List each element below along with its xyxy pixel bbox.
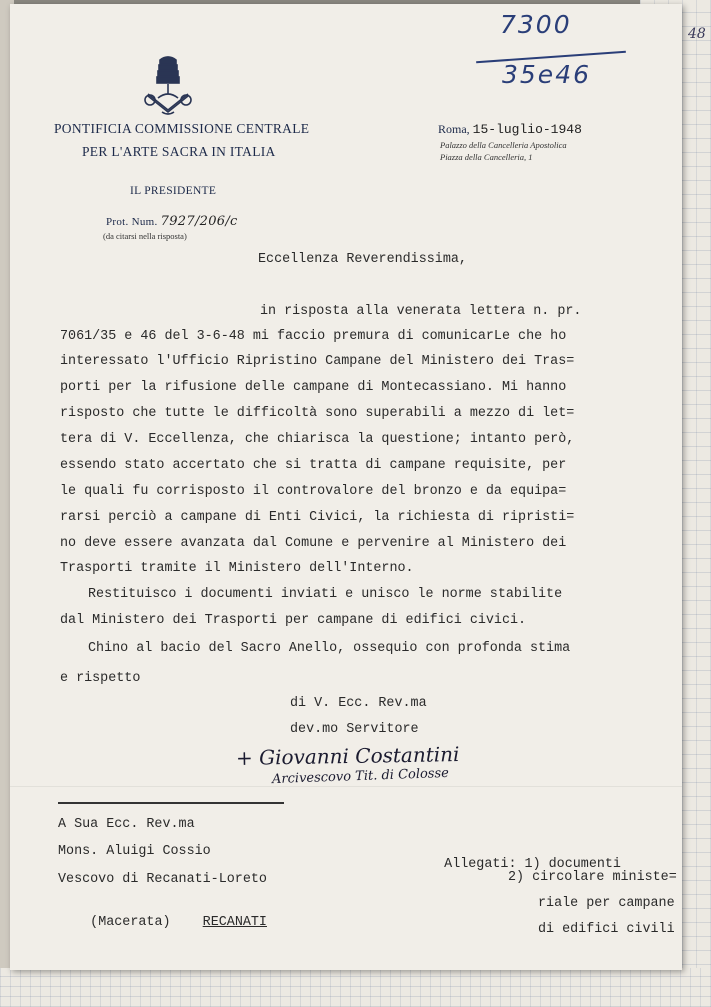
body-line: rarsi perciò a campane di Enti Civici, la richiesta di ripristi= — [60, 510, 575, 525]
body-line: dal Ministero dei Trasporti per campane di edifici civici. — [60, 613, 527, 628]
salutation: Eccellenza Reverendissima, — [258, 252, 467, 267]
signature-title: Arcivescovo Tit. di Colosse — [271, 765, 450, 788]
paper-crease — [10, 786, 682, 787]
body-line: e rispetto — [60, 671, 141, 686]
protocol-value: 7927/206/c — [160, 214, 238, 229]
protocol-label: Prot. Num. — [106, 216, 158, 228]
body-line: tera di V. Eccellenza, che chiarisca la questione; intanto però, — [60, 432, 575, 447]
closing-line1: di V. Ecc. Rev.ma — [290, 696, 427, 711]
commission-name-line1: PONTIFICIA COMMISSIONE CENTRALE — [54, 121, 310, 136]
underlying-graph-paper-bottom — [0, 968, 711, 1007]
signature: + Giovanni Costantini — [235, 742, 460, 770]
protocol-number — [106, 214, 238, 229]
protocol-note: (da citarsi nella risposta) — [103, 231, 187, 241]
president-heading: IL PRESIDENTE — [130, 185, 217, 197]
attachment-item2-line2: riale per campane — [538, 896, 675, 911]
attachment-item2-line3: di edifici civili — [538, 922, 675, 937]
place: Roma, — [438, 122, 470, 136]
divider-rule — [58, 802, 284, 804]
body-line: in risposta alla venerata lettera n. pr. — [260, 304, 582, 319]
body-line: le quali fu corrisposto il controvalore del bronzo e da equipa= — [60, 484, 567, 499]
closing-line2: dev.mo Servitore — [290, 722, 419, 737]
archive-mark-top: 7300 — [500, 10, 572, 39]
body-line: Restituisco i documenti inviati e unisco le norme stabilite — [88, 587, 563, 602]
address-line1: Palazzo della Cancelleria Apostolica — [440, 140, 567, 150]
attachments-label: Allegati: — [444, 857, 517, 872]
archive-mark-bottom: 35e46 — [502, 60, 592, 89]
body-line: Chino al bacio del Sacro Anello, ossequio con profonda stima — [88, 641, 571, 656]
attachment-item2-line1: 2) circolare ministe= — [508, 870, 677, 885]
recipient-line4 — [58, 900, 267, 945]
address-line2: Piazza della Cancelleria, 1 — [440, 152, 533, 162]
recipient-line3: Vescovo di Recanati-Loreto — [58, 872, 267, 887]
body-line: risposto che tutte le difficoltà sono superabili a mezzo di let= — [60, 406, 575, 421]
recipient-line2: Mons. Aluigi Cossio — [58, 844, 211, 859]
recipient-province: (Macerata) — [90, 915, 171, 930]
date: 15-luglio-1948 — [472, 122, 582, 137]
letter-page — [10, 4, 682, 970]
attachment-item1: 1) documenti — [524, 857, 621, 872]
place-date — [438, 122, 582, 137]
recipient-line1: A Sua Ecc. Rev.ma — [58, 817, 195, 832]
body-line: essendo stato accertato che si tratta di campane requisite, per — [60, 458, 567, 473]
body-line: porti per la rifusione delle campane di Montecassiano. Mi hanno — [60, 380, 567, 395]
commission-name-line2: PER L'ARTE SACRA IN ITALIA — [82, 144, 276, 159]
margin-note: 48 — [688, 26, 706, 42]
papal-emblem-icon — [138, 54, 198, 116]
body-line: interessato l'Ufficio Ripristino Campane del Ministero dei Tras= — [60, 354, 575, 369]
body-line: 7061/35 e 46 del 3-6-48 mi faccio premura di comunicarLe che ho — [60, 329, 567, 344]
body-line: Trasporti tramite il Ministero dell'Interno. — [60, 561, 414, 576]
body-line: no deve essere avanzata dal Comune e pervenire al Ministero dei — [60, 536, 567, 551]
recipient-city: RECANATI — [202, 915, 267, 930]
